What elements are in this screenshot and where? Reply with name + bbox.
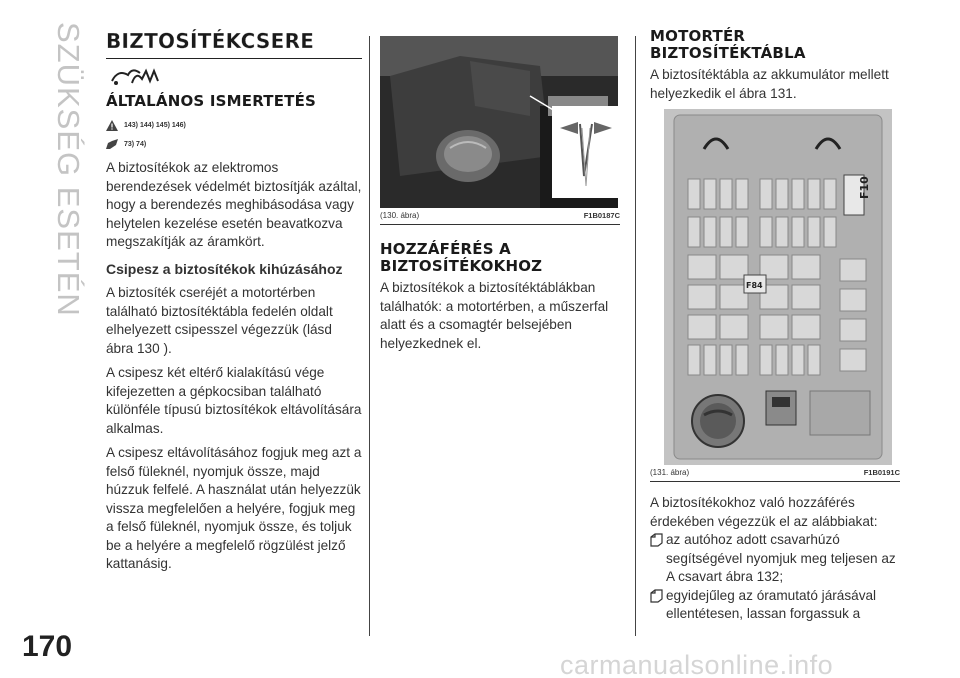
fuse-f10-label: F10	[858, 176, 871, 199]
intro-paragraph: A biztosítékok az elektromos berendezések védelmét biztosítják azáltal, hogy a berendezés meghibásodása vagy helytelen kezelése esetén beavatkozva megszakítják az áramkört.	[106, 160, 362, 249]
tweezers-paragraph-1: A biztosíték cseréjét a motortérben található biztosítéktábla fedelén oldalt elhelyezett csipesszel végezzük (lásd ábra 130 ).	[106, 285, 333, 356]
warning-triangle-icon	[106, 120, 118, 131]
bullet-icon	[650, 589, 663, 603]
tweezers-paragraph-2: A csipesz két eltérő kialakítású vége kifejezetten a gépkocsiban található különféle típusú biztosítékok eltávolítására alkalmas.	[106, 365, 362, 436]
watermark: carmanualsonline.info	[560, 650, 834, 678]
tweezers-paragraph-3: A csipesz eltávolításához fogjuk meg azt a felső füleknél, nyomjuk össze, majd húzzuk felfelé. A használat után helyezzük vissza megfelelően a helyére, fogjuk meg a felső füleknél, nyomjuk össze, és toljuk be a helyére a megfelelő rögzülést jelző kattanásig.	[106, 445, 362, 571]
engine-fusebox-heading: MOTORTÉR BIZTOSÍTÉKTÁBLA	[650, 27, 806, 62]
column-2	[380, 36, 620, 353]
section-title: BIZTOSÍTÉKCSERE	[106, 30, 362, 59]
bullet-icon	[650, 533, 663, 547]
step-item	[650, 531, 900, 587]
figure-130-caption	[380, 208, 620, 225]
fusebox-diagram	[664, 109, 892, 465]
engine-fusebox-paragraph: A biztosítéktábla az akkumulátor mellett helyezkedik el ábra 131.	[650, 67, 889, 101]
column-divider-right	[635, 36, 636, 636]
access-steps-intro: A biztosítékokhoz való hozzáférés érdekében végezzük el az alábbiakat:	[650, 495, 878, 529]
figure-131-code: F1B0191C	[863, 468, 900, 477]
side-chapter-title	[52, 22, 92, 322]
step-text: egyidejűleg az óramutató járásával ellentétesen, lassan forgassuk a	[666, 587, 877, 621]
figure-131-label: (131. ábra)	[650, 468, 690, 477]
figure-130-label: (130. ábra)	[380, 211, 420, 220]
manual-service-logo	[106, 65, 362, 87]
figure-131-caption	[650, 465, 900, 482]
warning-reference-row	[106, 120, 362, 131]
access-paragraph: A biztosítékok a biztosítéktáblákban találhatók: a motortérben, a műszerfal alatt és a csomagtér belsejében helyezkednek el.	[380, 280, 609, 351]
note-reference-row	[106, 139, 362, 149]
access-heading: HOZZÁFÉRÉS A BIZTOSÍTÉKOKHOZ	[380, 240, 543, 275]
fuse-f84-label: F84	[746, 281, 763, 290]
engine-bay-photo	[380, 36, 618, 208]
column-divider-left	[369, 36, 370, 636]
step-text: az autóhoz adott csavarhúzó segítségével nyomjuk meg teljesen az A csavart ábra 132;	[666, 532, 896, 584]
side-chapter-title-text: SZÜKSÉG ESETÉN	[51, 22, 86, 317]
warning-references: 143) 144) 145) 146)	[124, 122, 186, 129]
page-number: 170	[22, 630, 73, 663]
column-1	[106, 30, 362, 574]
column-3	[650, 28, 900, 624]
figure-130-code: F1B0187C	[583, 211, 620, 220]
section-subtitle: ÁLTALÁNOS ISMERTETÉS	[106, 92, 317, 110]
note-references: 73) 74)	[124, 140, 147, 148]
tweezers-heading: Csipesz a biztosítékok kihúzásához	[106, 260, 343, 277]
step-item	[650, 587, 900, 624]
hand-note-icon	[106, 139, 118, 149]
